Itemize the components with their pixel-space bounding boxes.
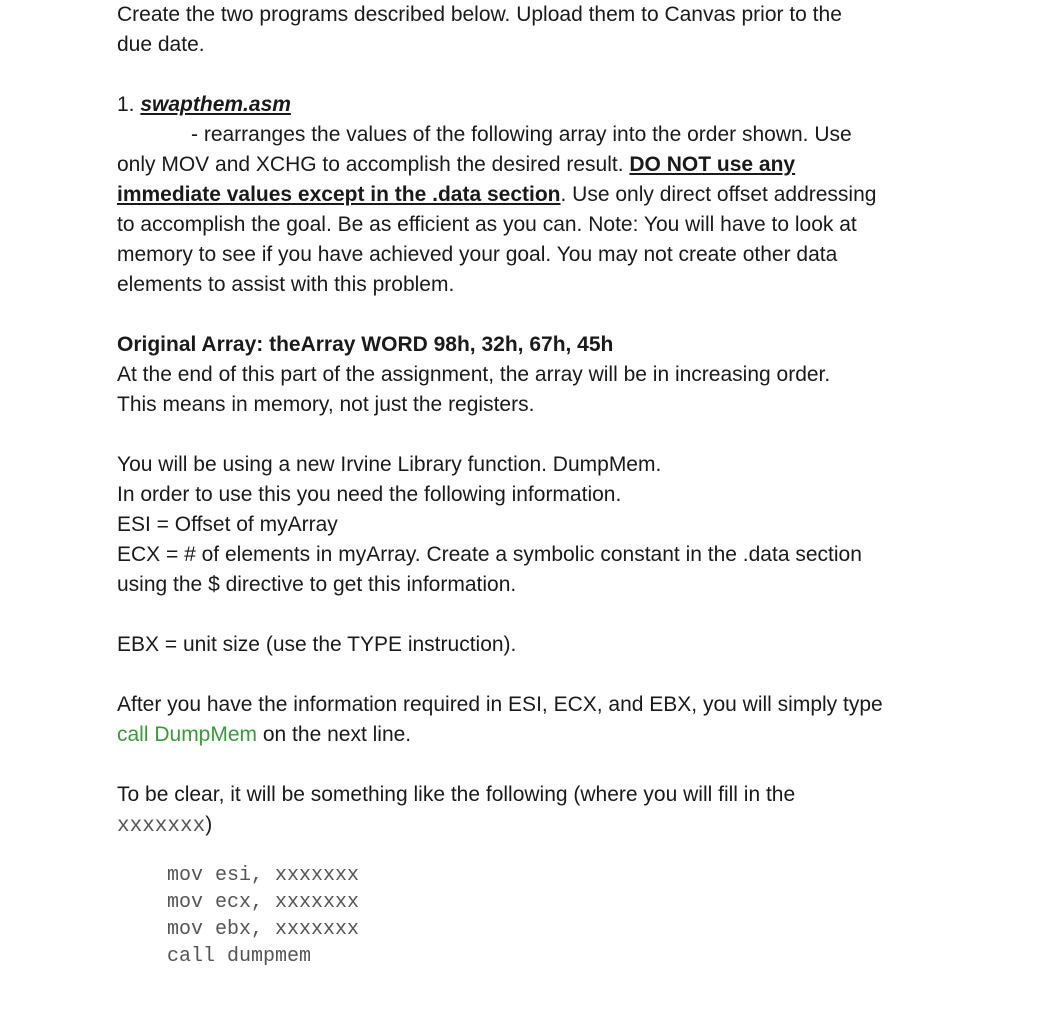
spacer xyxy=(117,300,1047,330)
spacer xyxy=(117,660,1047,690)
code-line: call dumpmem xyxy=(167,945,312,968)
item-1-desc-line-6: elements to assist with this problem. xyxy=(117,273,455,296)
intro-line-2: due date. xyxy=(117,33,205,56)
dumpmem-line-1: You will be using a new Irvine Library function. DumpMem. xyxy=(117,453,662,476)
item-1-emphasis-b: immediate values except in the .data section xyxy=(117,183,561,206)
clear-line-2 xyxy=(117,810,1047,842)
spacer xyxy=(117,600,1047,630)
spacer xyxy=(117,60,1047,90)
array-line-2: This means in memory, not just the registers. xyxy=(117,393,535,416)
intro-line-1: Create the two programs described below. Upload them to Canvas prior to the xyxy=(117,3,842,26)
code-line: mov esi, xxxxxxx xyxy=(167,864,360,887)
after-line-1: After you have the information required in ESI, ECX, and EBX, you will simply type xyxy=(117,693,883,716)
dumpmem-line-5: using the $ directive to get this information. xyxy=(117,573,517,596)
call-dumpmem-text: call DumpMem xyxy=(117,723,258,746)
original-array-heading: Original Array: theArray WORD 98h, 32h, 67h, 45h xyxy=(117,333,614,356)
item-1-desc-line-4: to accomplish the goal. Be as efficient as you can. Note: You will have to look at xyxy=(117,213,857,236)
item-1-number: 1. xyxy=(117,93,141,116)
after-line-2 xyxy=(117,720,1047,750)
document-page xyxy=(117,0,1047,970)
close-paren: ) xyxy=(205,813,213,836)
item-1-desc-line-5: memory to see if you have achieved your goal. You may not create other data xyxy=(117,243,838,266)
item-1-desc-line-3-b: . Use only direct offset addressing xyxy=(560,183,877,206)
code-block xyxy=(117,862,1047,970)
array-line-1: At the end of this part of the assignment, the array will be in increasing order. xyxy=(117,363,831,386)
spacer xyxy=(117,750,1047,780)
item-1-title: swapthem.asm xyxy=(140,93,291,116)
item-1-desc-line-2-a: only MOV and XCHG to accomplish the desired result. xyxy=(117,153,630,176)
dumpmem-line-4: ECX = # of elements in myArray. Create a symbolic constant in the .data section xyxy=(117,543,862,566)
spacer xyxy=(117,420,1047,450)
after-line-2-rest: on the next line. xyxy=(257,723,412,746)
item-1-heading xyxy=(117,90,1047,120)
item-1-desc-line-2 xyxy=(117,150,1047,180)
dumpmem-line-3: ESI = Offset of myArray xyxy=(117,513,338,536)
dumpmem-line-2: In order to use this you need the following information. xyxy=(117,483,622,506)
item-1-emphasis-a: DO NOT use any xyxy=(629,153,796,176)
item-1-desc-line-1: - rearranges the values of the following array into the order shown. Use xyxy=(191,123,852,146)
clear-line-1: To be clear, it will be something like the following (where you will fill in the xyxy=(117,783,796,806)
code-line: mov ecx, xxxxxxx xyxy=(167,891,360,914)
placeholder-text: xxxxxxx xyxy=(117,815,206,838)
dumpmem-line-6: EBX = unit size (use the TYPE instruction). xyxy=(117,633,517,656)
item-1-desc-line-3 xyxy=(117,180,1047,210)
code-line: mov ebx, xxxxxxx xyxy=(167,918,360,941)
